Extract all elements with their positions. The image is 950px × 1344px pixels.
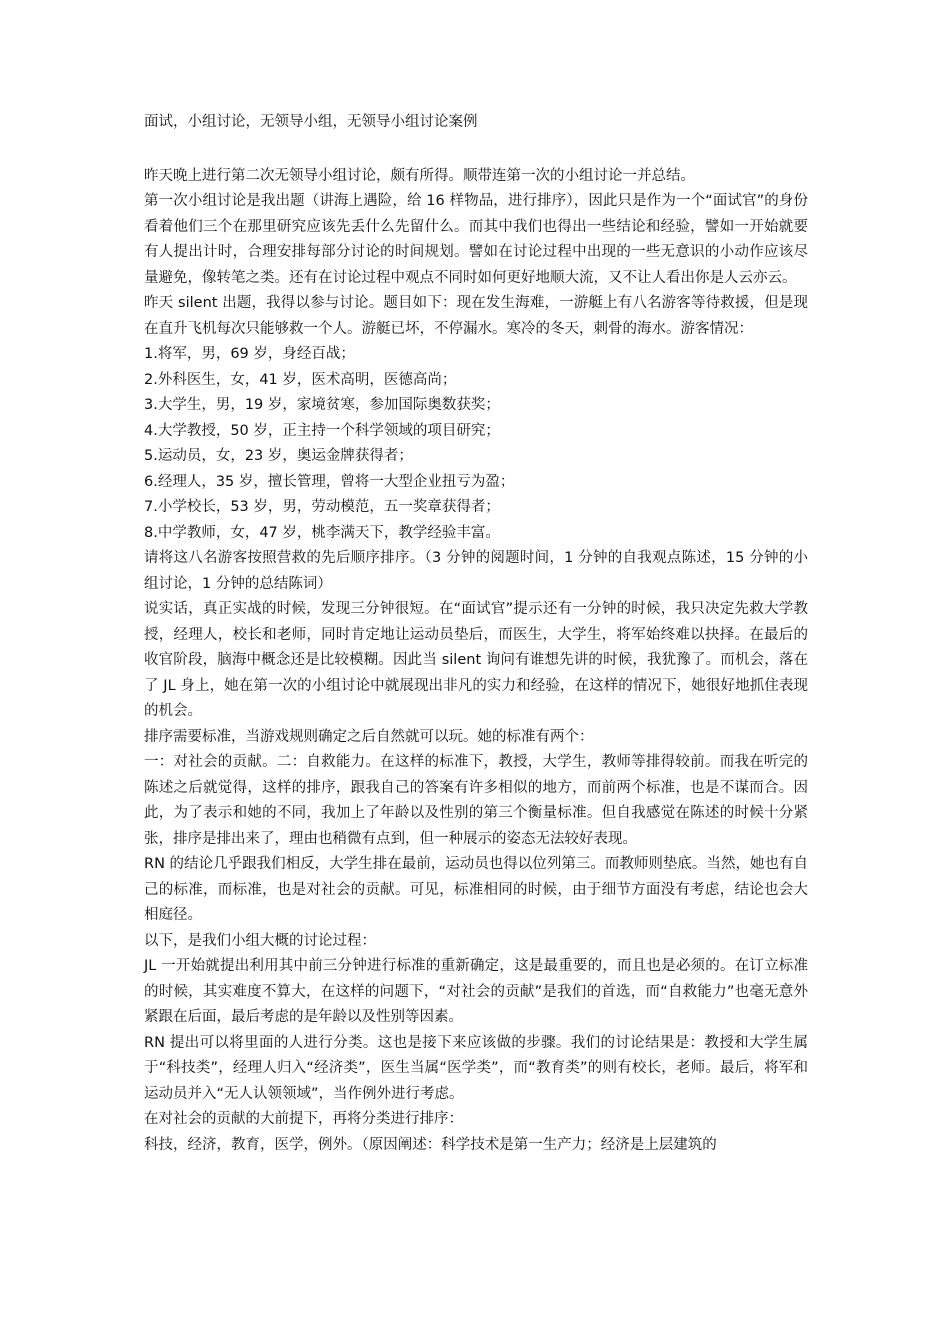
list-item-athlete: 5.运动员，女，23 岁，奥运金牌获得者； — [144, 448, 413, 464]
paragraph-process-intro: 以下，是我们小组大概的讨论过程： — [144, 932, 376, 949]
list-item-surgeon: 2.外科医生，女，41 岁，医术高明，医德高尚； — [144, 371, 457, 388]
paragraph-standards-intro: 排序需要标准，当游戏规则确定之后自然就可以玩。她的标准有两个： — [144, 728, 594, 745]
paragraph-instructions: 请将这八名游客按照营救的先后顺序排序。（3 分钟的阅题时间，1 分钟的自我观点陈述，15 分钟的小组讨论，1 分钟的总结陈词） — [144, 550, 808, 592]
paragraph-reflection: 说实话，真正实战的时候，发现三分钟很短。在“面试官”提示还有一分钟的时候，我只决定先救大学教授，经理人，校长和老师，同时肯定地让运动员垫后，而医生，大学生，将军始终难以抉择。在最后的收官阶段，脑海中概念还是比较模糊。因此当 silent 询问有谁想先讲的时候，我犹豫了。而机会，落在了 JL 身上，她在第一次的小组讨论中就展现出非凡的实力和经验，在这样的情况下，她很好地抓住表现的机会。 — [144, 601, 808, 719]
list-item-manager: 6.经理人，35 岁，擅长管理，曾将一大型企业扭亏为盈； — [144, 473, 515, 490]
list-item-principal: 7.小学校长，53 岁，男，劳动模范，五一奖章获得者； — [144, 499, 500, 515]
document-title: 面试，小组讨论，无领导小组，无领导小组讨论案例 — [144, 114, 478, 130]
title-spacer — [144, 136, 808, 164]
paragraph-rn-classification: RN 提出可以将里面的人进行分类。这也是接下来应该做的步骤。我们的讨论结果是：教授和大学生属于“科技类”，经理人归入“经济类”，医生当属“医学类”，而“教育类”的则有校长，老师。最后，将军和运动员并入“无人认领领域”，当作例外进行考虑。 — [144, 1034, 808, 1102]
list-item-student: 3.大学生，男，19 岁，家境贫寒，参加国际奥数获奖； — [144, 397, 500, 413]
list-item-general: 1.将军，男，69 岁，身经百战； — [144, 346, 355, 362]
document-body — [144, 164, 808, 1159]
paragraph-problem-statement: 昨天 silent 出题，我得以参与讨论。题目如下：现在发生海难，一游艇上有八名游客等待救援，但是现在直升飞机每次只能够救一个人。游艇已坏，不停漏水。寒冷的冬天，刺骨的海水。游客情况： — [144, 295, 808, 337]
paragraph-ranking-premise: 在对社会的贡献的大前提下，再将分类进行排序： — [144, 1111, 463, 1127]
paragraph-standards: 一：对社会的贡献。二：自救能力。在这样的标准下，教授，大学生，教师等排得较前。而我在听完的陈述之后就觉得，这样的排序，跟我自己的答案有许多相似的地方，而前两个标准，也是不谋而合。因此，为了表示和她的不同，我加上了年龄以及性别的第三个衡量标准。但自我感觉在陈述的时候十分紧张，排序是排出来了，理由也稍微有点到，但一种展示的姿态无法较好表现。 — [144, 754, 808, 847]
paragraph-ranking-order: 科技，经济，教育，医学，例外。（原因阐述：科学技术是第一生产力；经济是上层建筑的 — [144, 1136, 717, 1153]
list-item-professor: 4.大学教授，50 岁，正主持一个科学领域的项目研究； — [144, 422, 500, 439]
paragraph-first-discussion: 第一次小组讨论是我出题（讲海上遇险，给 16 样物品，进行排序），因此只是作为一个“面试官”的身份看着他们三个在那里研究应该先丢什么先留什么。而其中我们也得出一些结论和经验，譬如一开始就要有人提出计时，合理安排每部分讨论的时间规划。譬如在讨论过程中出现的一些无意识的小动作应该尽量避免，像转笔之类。还有在讨论过程中观点不同时如何更好地顺大流，又不让人看出你是人云亦云。 — [144, 193, 808, 286]
document-page — [144, 110, 808, 1158]
paragraph-intro: 昨天晚上进行第二次无领导小组讨论，颇有所得。顺带连第一次的小组讨论一并总结。 — [144, 167, 695, 184]
list-item-teacher: 8.中学教师，女，47 岁，桃李满天下，教学经验丰富。 — [144, 524, 500, 541]
paragraph-jl-standards: JL 一开始就提出利用其中前三分钟进行标准的重新确定，这是最重要的，而且也是必须的。在订立标准的时候，其实难度不算大，在这样的问题下，“对社会的贡献”是我们的首选，而“自救能力”也毫无意外紧跟在后面，最后考虑的是年龄以及性别等因素。 — [144, 958, 808, 1025]
paragraph-rn-conclusion: RN 的结论几乎跟我们相反，大学生排在最前，运动员也得以位列第三。而教师则垫底。当然，她也有自己的标准，而标准，也是对社会的贡献。可见，标准相同的时候，由于细节方面没有考虑，结论也会大相庭径。 — [144, 856, 808, 923]
